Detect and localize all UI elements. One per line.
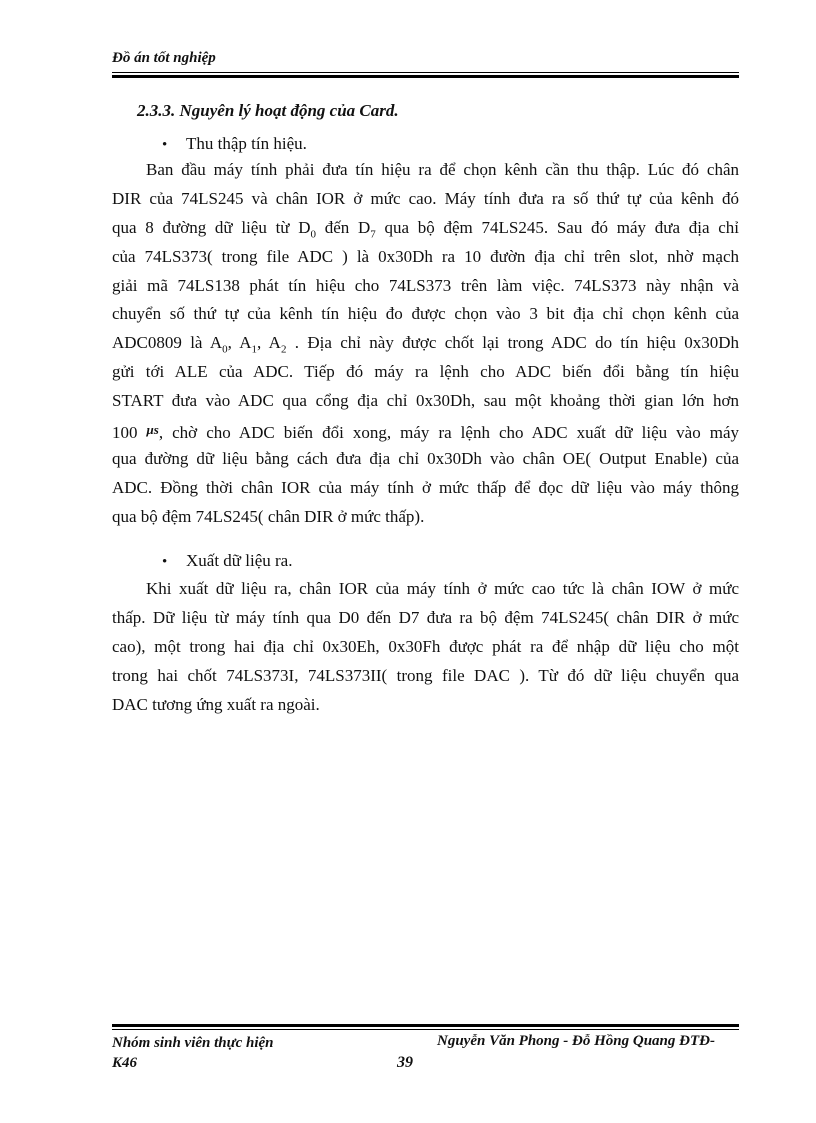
text-line: của 74LS373( trong file ADC ) là 0x30Dh ra 10 đườn địa chỉ trên slot, nhờ mạch <box>112 246 739 266</box>
footer-group-info <box>112 1033 274 1073</box>
text-line: START đưa vào ADC qua cổng địa chỉ 0x30Dh, sau một khoảng thời gian lớn hơn <box>112 391 739 411</box>
micro-second-symbol: μs <box>146 422 159 438</box>
bullet-icon: • <box>162 554 168 570</box>
header-rule-thick <box>112 75 739 78</box>
text-line: Khi xuất dữ liệu ra, chân IOR của máy tính ở mức cao tức là chân IOW ở mức <box>146 579 739 598</box>
text-line: ADC0809 là $A_0$, $A_1$, $A_2$ . Địa chỉ này được chốt lại trong ADC do tín hiệu 0x30Dh <box>112 333 740 356</box>
footer-class-label: K46 <box>112 1055 138 1071</box>
page-number: 39 <box>397 1054 413 1071</box>
bullet-item <box>162 551 292 571</box>
paragraph-data-acquisition <box>112 156 739 532</box>
section-heading: 2.3.3. Nguyên lý hoạt động của Card. <box>137 101 399 120</box>
text-line: chuyển số thứ tự của kênh tín hiệu đo được chọn vào 3 bit địa chỉ chọn kênh của <box>112 304 739 324</box>
text-line: qua 8 đường dữ liệu từ $D_0$ đến $D_7$ qua bộ đệm 74LS245. Sau đó máy đưa địa chỉ <box>112 217 740 241</box>
bullet-item <box>162 134 307 154</box>
text-line: gửi tới ALE của ADC. Tiếp đó máy ra lệnh cho ADC biến đổi bằng tín hiệu <box>112 362 739 382</box>
text-line: ADC. Đồng thời chân IOR của máy tính ở mức thấp để đọc dữ liệu vào máy thông <box>112 477 739 497</box>
bullet-label: Thu thập tín hiệu. <box>186 134 307 153</box>
footer-authors: Nguyễn Văn Phong - Đỗ Hồng Quang ĐTĐ- <box>437 1033 715 1049</box>
header-rule-thin <box>112 72 739 73</box>
text-line: thấp. Dữ liệu từ máy tính qua D0 đến D7 đưa ra bộ đệm 74LS245( chân DIR ở mức <box>112 607 739 627</box>
text-line: trong hai chốt 74LS373I, 74LS373II( trong file DAC ). Từ đó dữ liệu chuyển qua <box>112 665 739 685</box>
text-line: qua đường dữ liệu bằng cách đưa địa chỉ 0x30Dh vào chân OE( Output Enable) của <box>112 448 739 468</box>
footer-rule-thick <box>112 1024 739 1027</box>
text-line: qua bộ đệm 74LS245( chân DIR ở mức thấp). <box>112 506 425 526</box>
text-line: DAC tương ứng xuất ra ngoài. <box>112 694 320 714</box>
text-line: Ban đầu máy tính phải đưa tín hiệu ra để chọn kênh cần thu thập. Lúc đó chân <box>146 160 739 179</box>
text-line: 100 $^{\mu s}$, chờ cho ADC biến đổi xong, máy ra lệnh cho ADC xuất dữ liệu vào máy <box>112 422 740 443</box>
paragraph-data-output <box>112 575 739 719</box>
text-line: DIR của 74LS245 và chân IOR ở mức cao. Máy tính đưa ra số thứ tự của kênh đó <box>112 188 739 208</box>
text-line: giải mã 74LS138 phát tín hiệu cho 74LS373 trên làm việc. 74LS373 này nhận và <box>112 275 739 295</box>
footer-rule-thin <box>112 1029 739 1030</box>
bullet-icon: • <box>162 137 168 153</box>
footer-group-label: Nhóm sinh viên thực hiện <box>112 1035 274 1051</box>
header-title: Đồ án tốt nghiệp <box>112 50 216 66</box>
bullet-label: Xuất dữ liệu ra. <box>186 551 293 570</box>
text-line: cao), một trong hai địa chỉ 0x30Eh, 0x30Fh được phát ra để nhập dữ liệu cho một <box>112 636 739 656</box>
